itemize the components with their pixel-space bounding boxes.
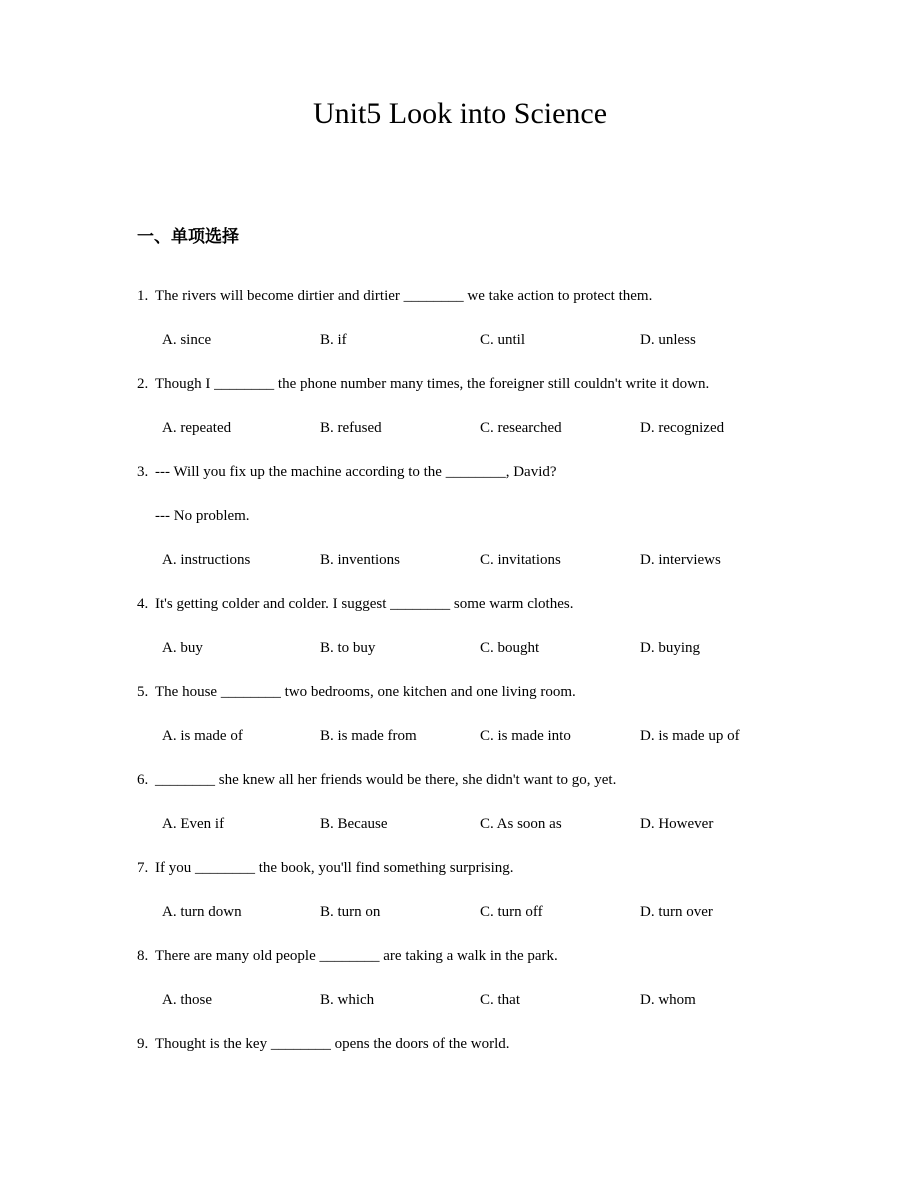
question-options: [137, 814, 800, 834]
option-c: C. As soon as: [480, 816, 562, 832]
question-line: [137, 506, 800, 526]
option-a: A. those: [162, 992, 212, 1008]
question-block: [137, 946, 800, 1010]
question-number: 6.: [137, 772, 149, 788]
option-a: A. since: [162, 332, 212, 348]
question-options: [137, 726, 800, 746]
option-d: D. turn over: [640, 904, 713, 920]
option-b: B. is made from: [320, 728, 417, 744]
option-b: B. Because: [320, 816, 388, 832]
question-lines: [137, 1034, 800, 1054]
question-options: [137, 990, 800, 1010]
question-block: [137, 770, 800, 834]
question-line: [137, 462, 800, 482]
option-d: D. whom: [640, 992, 696, 1008]
question-number: 7.: [137, 860, 149, 876]
question-options: [137, 418, 800, 438]
question-line: [137, 374, 800, 394]
option-a: A. instructions: [162, 552, 251, 568]
question-line: [137, 682, 800, 702]
option-a: A. Even if: [162, 816, 225, 832]
question-number: 2.: [137, 376, 149, 392]
question-text: The rivers will become dirtier and dirtier ________ we take action to protect them.: [155, 288, 653, 304]
question-block: [137, 1034, 800, 1054]
question-line: [137, 594, 800, 614]
question-text: --- No problem.: [155, 508, 250, 524]
option-b: B. if: [320, 332, 347, 348]
question-block: [137, 374, 800, 438]
option-d: D. recognized: [640, 420, 725, 436]
option-c: C. until: [480, 332, 526, 348]
question-text: Though I ________ the phone number many times, the foreigner still couldn't write it down.: [155, 376, 710, 392]
question-line: [137, 1034, 800, 1054]
option-d: D. buying: [640, 640, 700, 656]
question-number: 1.: [137, 288, 149, 304]
option-d: D. However: [640, 816, 714, 832]
page-title: Unit5 Look into Science: [312, 97, 608, 130]
option-b: B. inventions: [320, 552, 401, 568]
question-text: --- Will you fix up the machine according to the ________, David?: [155, 464, 557, 480]
question-line: [137, 946, 800, 966]
question-line: [137, 286, 800, 306]
question-number: 5.: [137, 684, 149, 700]
question-line: [137, 770, 800, 790]
option-c: C. bought: [480, 640, 540, 656]
option-b: B. which: [320, 992, 375, 1008]
option-b: B. turn on: [320, 904, 381, 920]
question-options: [137, 638, 800, 658]
option-a: A. turn down: [162, 904, 242, 920]
option-d: D. is made up of: [640, 728, 740, 744]
question-number: 4.: [137, 596, 149, 612]
question-text: Thought is the key ________ opens the doors of the world.: [155, 1036, 510, 1052]
question-lines: [137, 374, 800, 394]
question-block: [137, 462, 800, 570]
question-options: [137, 550, 800, 570]
question-block: [137, 858, 800, 922]
question-text: It's getting colder and colder. I suggest ________ some warm clothes.: [155, 596, 574, 612]
option-c: C. that: [480, 992, 520, 1008]
question-text: The house ________ two bedrooms, one kitchen and one living room.: [155, 684, 576, 700]
option-c: C. is made into: [480, 728, 571, 744]
option-a: A. is made of: [162, 728, 243, 744]
question-text: If you ________ the book, you'll find something surprising.: [155, 860, 514, 876]
question-lines: [137, 770, 800, 790]
question-line: [137, 858, 800, 878]
option-b: B. to buy: [320, 640, 376, 656]
question-list: [137, 286, 800, 1054]
question-lines: [137, 286, 800, 306]
option-c: C. turn off: [480, 904, 543, 920]
question-number: 8.: [137, 948, 149, 964]
option-c: C. researched: [480, 420, 562, 436]
question-lines: [137, 462, 800, 526]
question-text: There are many old people ________ are taking a walk in the park.: [155, 948, 558, 964]
question-number: 3.: [137, 464, 149, 480]
option-c: C. invitations: [480, 552, 561, 568]
question-options: [137, 330, 800, 350]
question-block: [137, 286, 800, 350]
question-number: 9.: [137, 1036, 149, 1052]
question-lines: [137, 858, 800, 878]
option-b: B. refused: [320, 420, 382, 436]
question-lines: [137, 594, 800, 614]
question-lines: [137, 946, 800, 966]
section-heading: 一、单项选择: [137, 227, 239, 246]
option-a: A. buy: [162, 640, 203, 656]
question-text: ________ she knew all her friends would be there, she didn't want to go, yet.: [155, 772, 617, 788]
option-d: D. interviews: [640, 552, 721, 568]
question-block: [137, 682, 800, 746]
option-d: D. unless: [640, 332, 696, 348]
question-options: [137, 902, 800, 922]
option-a: A. repeated: [162, 420, 232, 436]
question-block: [137, 594, 800, 658]
question-lines: [137, 682, 800, 702]
